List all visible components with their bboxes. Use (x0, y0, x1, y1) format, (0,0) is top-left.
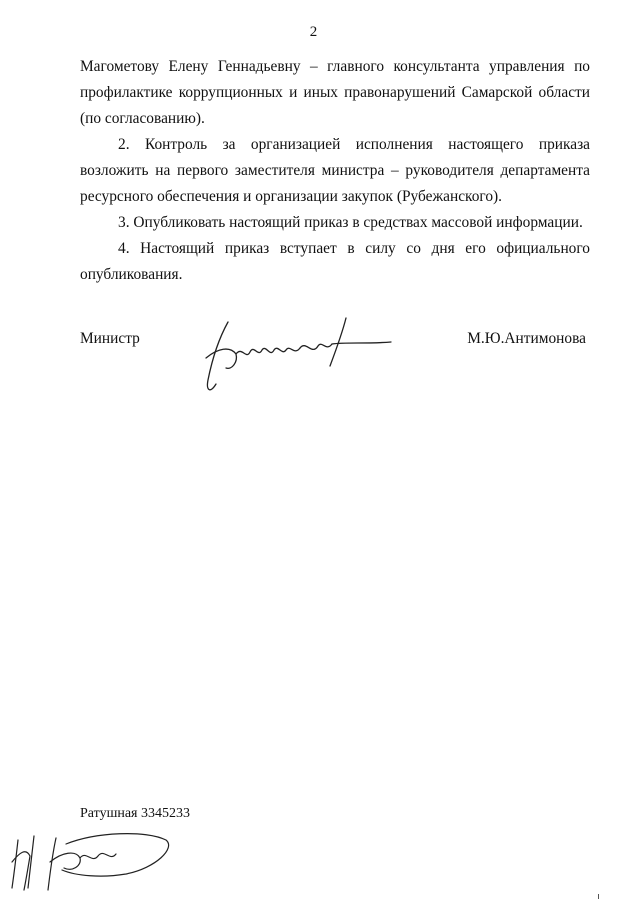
paragraph-item-2: 2. Контроль за организацией исполнения настоящего приказа возложить на первого заместителя министра – руководителя департамента ресурсного обеспечения и организации закупок (Рубежанского). (80, 136, 590, 205)
signatory-name: М.Ю.Антимонова (467, 330, 586, 347)
paragraph-item-3: 3. Опубликовать настоящий приказ в средствах массовой информации. (118, 214, 583, 231)
signatory-position: Министр (80, 330, 140, 347)
paragraph-continuation: Магометову Елену Геннадьевну – главного консультанта управления по профилактике коррупционных и иных правонарушений Самарской области (по согласованию). (80, 58, 590, 127)
handwritten-initials (6, 818, 176, 898)
paragraph-item-4: 4. Настоящий приказ вступает в силу со дня его официального опубликования. (80, 240, 590, 283)
page-number: 2 (309, 24, 318, 40)
handwritten-signature (196, 310, 396, 400)
scan-mark (598, 894, 599, 899)
contact-line: Ратушная 3345233 (80, 806, 190, 821)
